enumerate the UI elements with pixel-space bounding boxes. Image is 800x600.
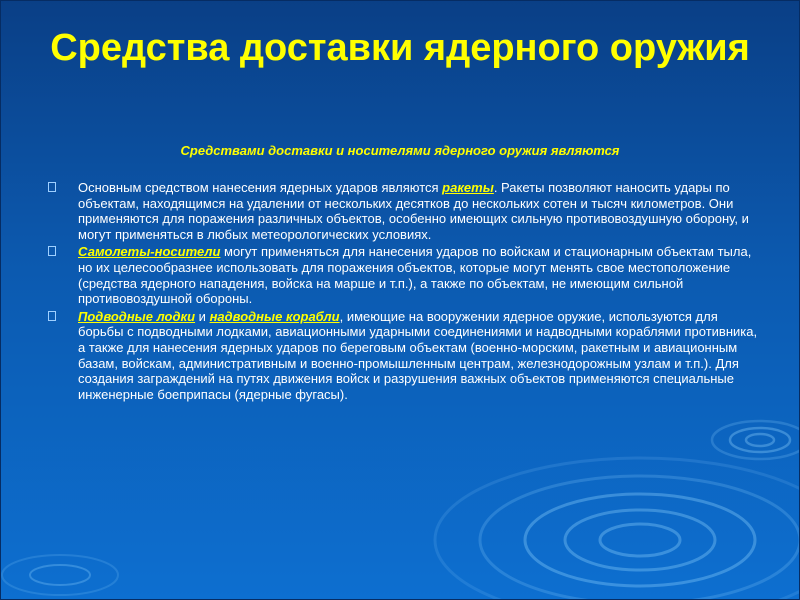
slide-title: Средства доставки ядерного оружия [50, 27, 750, 69]
item-text-pre: Основным средством нанесения ядерных ударов являются [78, 180, 443, 195]
item-text-mid: и [195, 308, 210, 324]
item-text-post: . Ракеты позволяют наносить удары по объектам, находящимся на удалении от нескольких десятков до нескольких сотен и тысяч километров. Они применяются для поражения различных объектов, особенно имеющих сильную противовоздушную оборону, и могут применяться в любых метеорологических условиях. [78, 180, 749, 242]
square-bullet-icon [48, 182, 56, 192]
item-text-post: , имеющие на вооружении ядерное оружие, используются для борьбы с подводными лодками, авиационными ударными соединениями и надводными кораблями противника, а также для нанесения ядерных ударов по береговым объектам (военно-морским, ракетным и авиационным базам, войскам, административным и военно-промышленным центрам, железнодорожным узлам и т.п.). Для создания заграждений на путях движения войск и разрушения важных объектов применяются специальные инженерные боеприпасы (ядерные фугасы). [78, 308, 758, 402]
term-surface-ships: надводные корабли [209, 308, 340, 324]
square-bullet-icon [48, 246, 56, 256]
slide-subtitle: Средствами доставки и носителями ядерного оружия являются [180, 143, 620, 158]
square-bullet-icon [48, 311, 56, 321]
term-aircraft: Самолеты-носители [78, 244, 221, 260]
term-submarines: Подводные лодки [78, 308, 196, 324]
item-text-post: могут применяться для нанесения ударов по войскам и стационарным объектам тыла, но их целесообразнее использовать для поражения объектов, которые могут менять свое местоположение (средства ядерного нападения, войска на марше и т.п.), а также по объектам, не имеющим сильной противовоздушной обороны. [78, 244, 752, 307]
bullet-list [48, 180, 758, 404]
bullet-item-rockets [48, 180, 758, 242]
bullet-item-aircraft [48, 244, 758, 306]
term-rockets: ракеты [442, 180, 494, 195]
bullet-item-submarines [48, 309, 758, 403]
